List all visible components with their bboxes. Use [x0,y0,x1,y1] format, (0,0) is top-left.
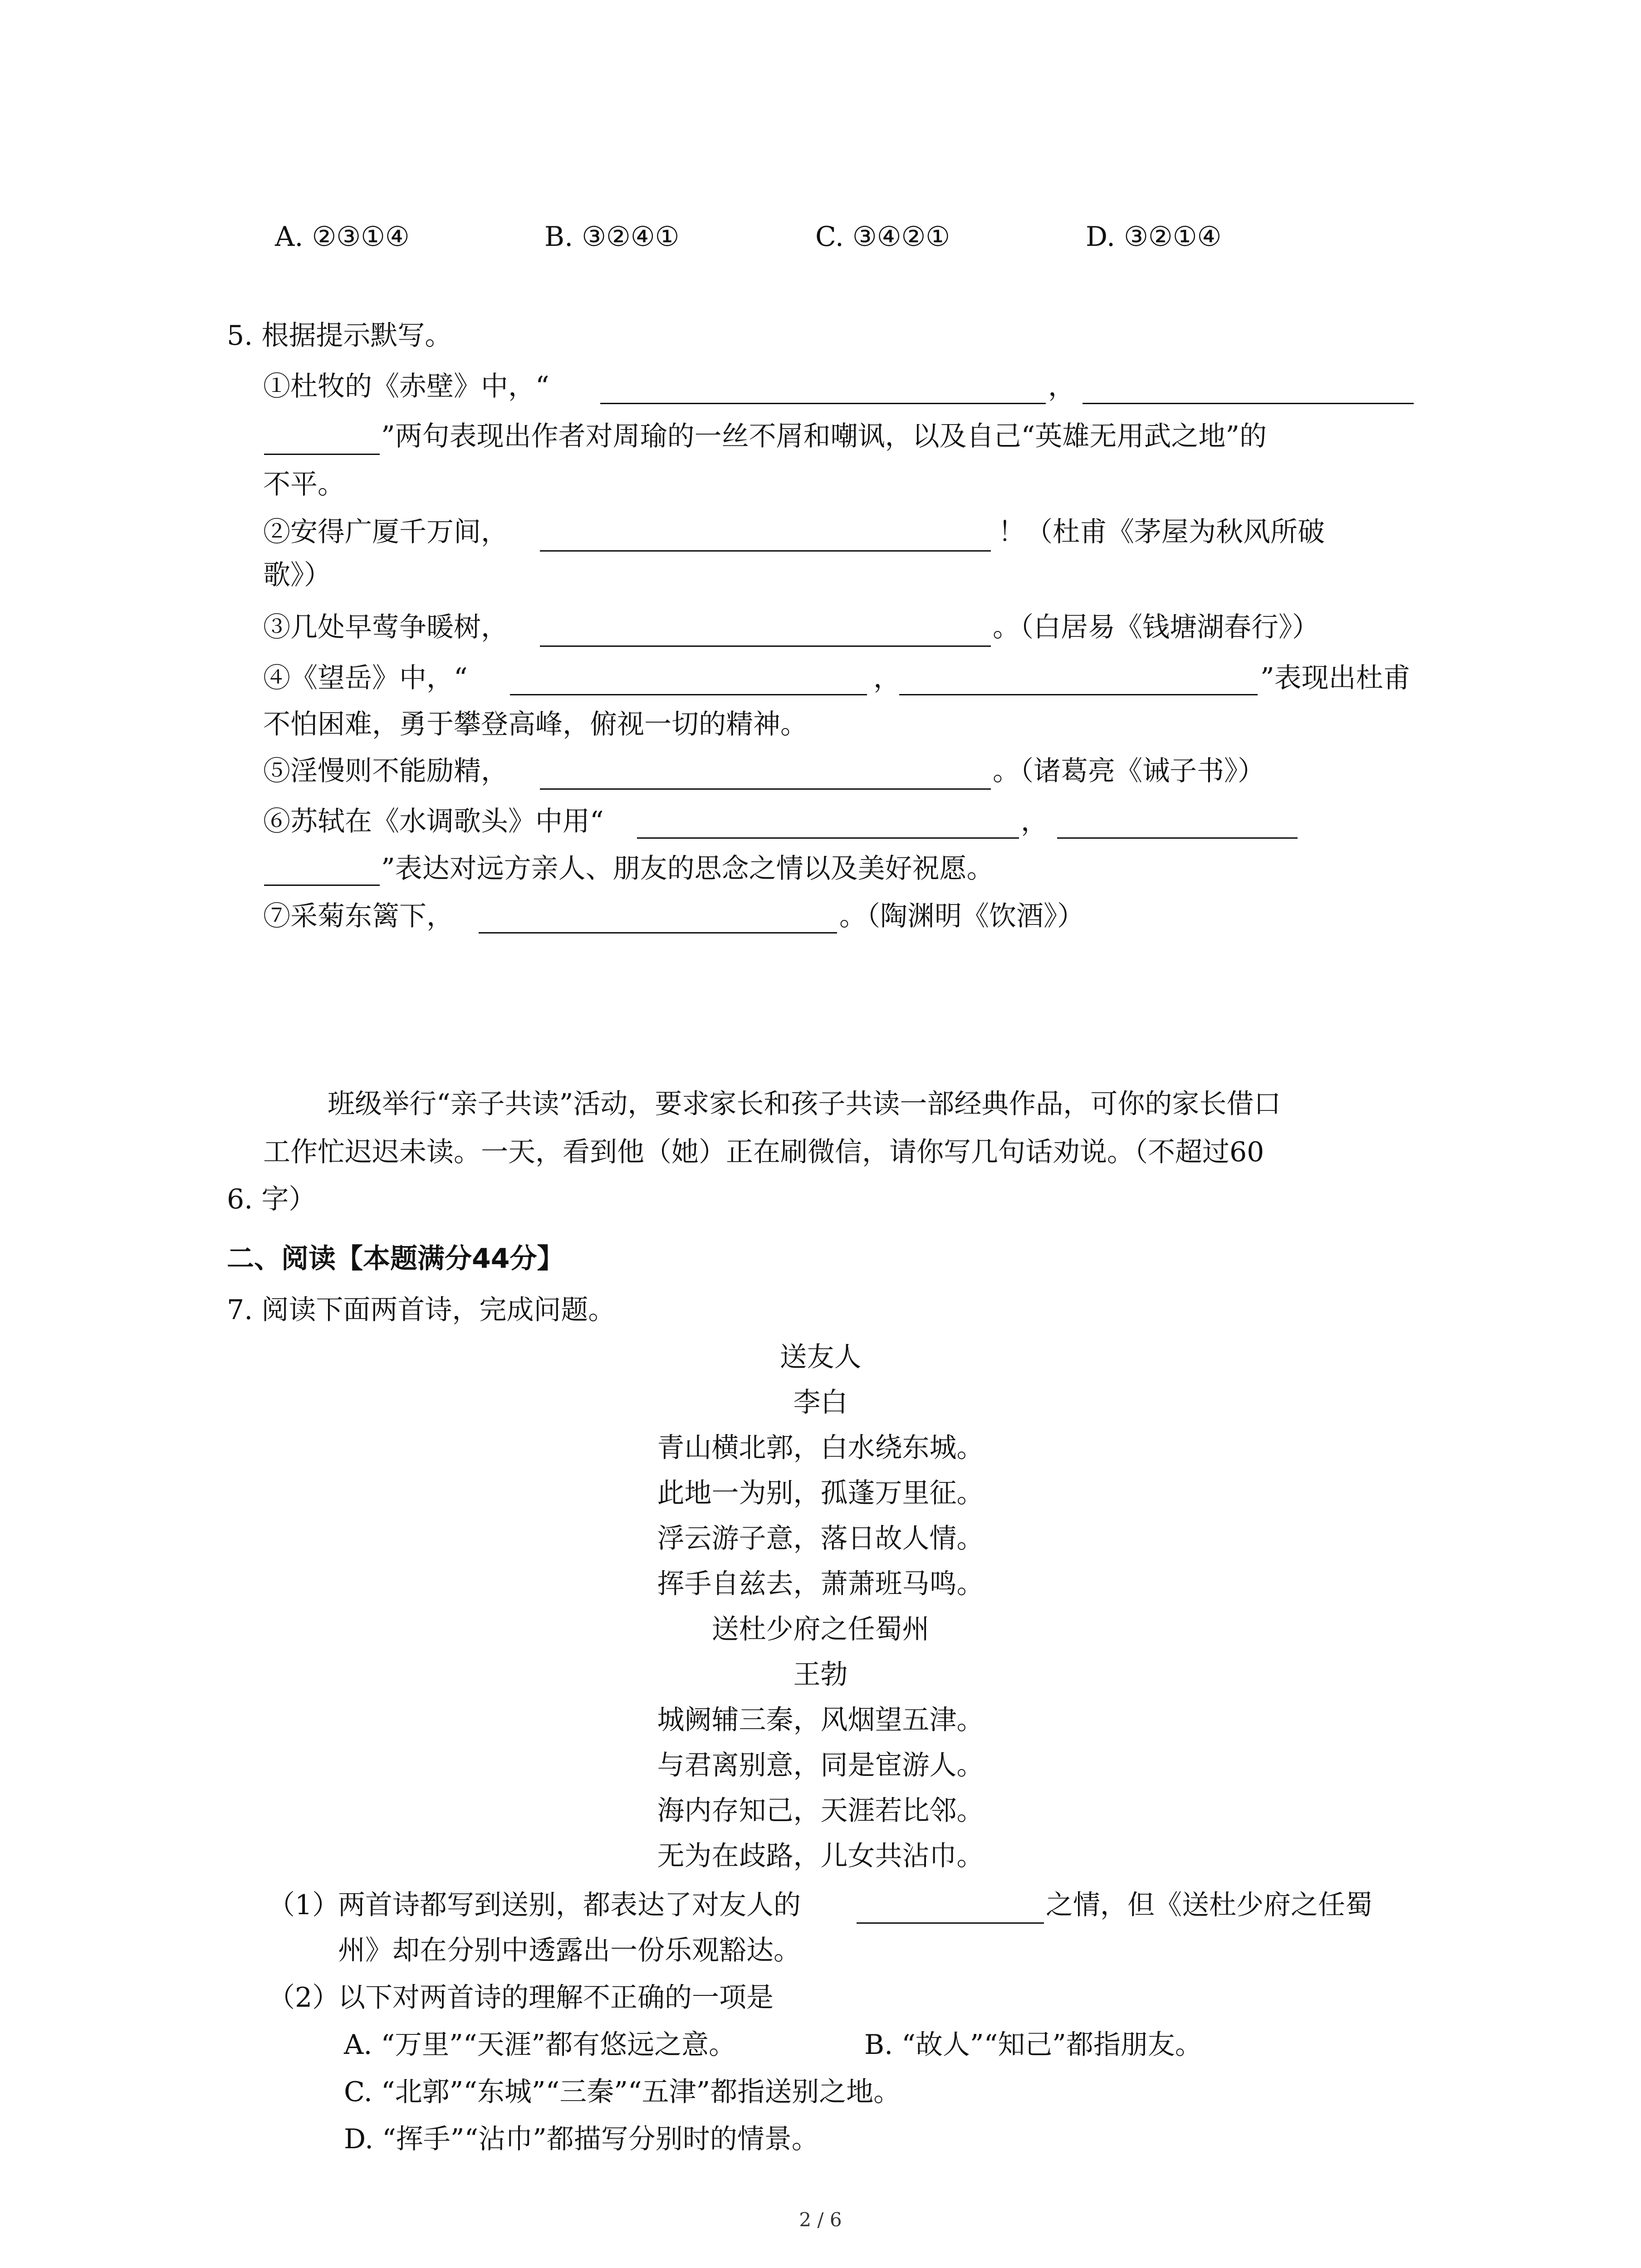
q7-sub2-option-c: C. “北郭”“东城”“三秦”“五津”都指送别之地。 [344,2076,901,2108]
answer-blank[interactable] [637,837,1019,839]
q6-line-3: 6. 字） [227,1183,316,1215]
poem-1-line: 挥手自兹去，萧萧班马鸣。 [657,1568,984,1600]
poem-1-line: 此地一为别，孤蓬万里征。 [657,1477,984,1509]
poem-2-line: 无为在歧路，儿女共沾巾。 [657,1840,984,1872]
answer-blank[interactable] [600,403,1046,404]
poem-2-line: 与君离别意，同是宦游人。 [657,1750,984,1781]
answer-blank[interactable] [540,788,991,790]
answer-blank[interactable] [899,694,1258,695]
q5-line-4-prefix: ②安得广厦千万间， [263,516,508,548]
q7-sub2-option-d: D. “挥手”“沾巾”都描写分别时的情景。 [344,2123,819,2155]
q5-line-10-comma: ， [1021,806,1048,837]
answer-blank[interactable] [1057,837,1298,839]
answer-blank[interactable] [857,1922,1044,1924]
q5-line-12-prefix: ⑦采菊东篱下， [263,900,454,932]
poem-1-line: 浮云游子意，落日故人情。 [657,1523,984,1554]
q5-line-3: 不平。 [263,469,345,500]
poem-2-title: 送杜少府之任蜀州 [711,1613,930,1645]
q6-line-2: 工作忙迟迟未读。一天，看到他（她）正在刷微信，请你写几句话劝说。（不超过60 [263,1136,1264,1168]
option-label: C. [815,221,844,253]
q4-option-a [275,221,410,253]
answer-blank[interactable] [510,694,867,695]
q5-line-4-suffix: ！（杜甫《茅屋为秋风所破 [998,516,1325,548]
q5-line-10-prefix: ⑥苏轼在《水调歌头》中用“ [263,806,604,837]
poem-2-author: 王勃 [793,1659,848,1691]
q5-line-6-prefix: ③几处早莺争暖树， [263,611,508,643]
q5-line-7-prefix: ④《望岳》中，“ [263,662,468,694]
poem-1-title: 送友人 [779,1341,862,1373]
option-label: D. [1086,221,1116,253]
q7-sub2-option-a: A. “万里”“天涯”都有悠远之意。 [344,2029,736,2061]
q5-line-9-suffix: 。（诸葛亮《诫子书》） [993,755,1265,787]
poem-1-author: 李白 [793,1387,848,1418]
q4-option-b [544,221,680,253]
section-heading [227,1243,564,1275]
answer-blank[interactable] [264,885,380,886]
q7-title: 7. 阅读下面两首诗，完成问题。 [227,1294,616,1326]
section-score: 【本题满分44分】 [336,1243,564,1275]
q5-line-11: ”表达对远方亲人、朋友的思念之情以及美好祝愿。 [381,853,994,885]
q7-sub1-prefix: 两首诗都写到送别，都表达了对友人的 [338,1889,801,1921]
q5-line-9-prefix: ⑤淫慢则不能励精， [263,755,508,787]
section-title: 二、阅读 [227,1243,336,1275]
option-text: ③④②① [852,221,950,253]
q5-line-1-prefix: ①杜牧的《赤壁》中，“ [263,371,549,402]
option-text: ②③①④ [312,221,410,253]
q7-sub1-line-2: 州》却在分别中透露出一份乐观豁达。 [338,1935,801,1966]
q7-sub2-option-b: B. “故人”“知己”都指朋友。 [864,2029,1202,2061]
q4-option-c [815,221,950,253]
poem-2-line: 城阙辅三秦，风烟望五津。 [657,1704,984,1736]
answer-blank[interactable] [1083,403,1414,404]
page-number: 2 / 6 [799,2209,842,2231]
option-text: ③②①④ [1124,221,1222,253]
q6-line-1: 班级举行“亲子共读”活动，要求家长和孩子共读一部经典作品，可你的家长借口 [328,1088,1281,1120]
answer-blank[interactable] [264,454,380,455]
q5-line-5: 歌》） [263,559,331,591]
q5-line-8: 不怕困难，勇于攀登高峰，俯视一切的精神。 [263,709,808,740]
q5-line-7-suffix: ”表现出杜甫 [1260,662,1411,694]
q4-option-d [1086,221,1222,253]
option-label: B. [544,221,573,253]
answer-blank[interactable] [479,932,837,934]
answer-blank[interactable] [540,645,991,647]
q7-sub2-number: （2） [268,1982,340,2014]
q5-line-1-comma: ， [1048,371,1075,402]
q5-title: 5. 根据提示默写。 [227,320,452,352]
q5-line-2: ”两句表现出作者对周瑜的一丝不屑和嘲讽，以及自己“英雄无用武之地”的 [381,420,1267,452]
q7-sub2-text: 以下对两首诗的理解不正确的一项是 [338,1982,774,2014]
poem-2-line: 海内存知己，天涯若比邻。 [657,1795,984,1827]
q5-line-12-suffix: 。（陶渊明《饮酒》） [839,900,1084,932]
q5-line-7-comma: ， [873,662,901,694]
poem-1-line: 青山横北郭，白水绕东城。 [657,1432,984,1464]
answer-blank[interactable] [540,550,991,552]
option-text: ③②④① [582,221,680,253]
q5-line-6-suffix: 。（白居易《钱塘湖春行》） [993,611,1319,643]
option-label: A. [275,221,304,253]
q7-sub1-suffix: 之情，但《送杜少府之任蜀 [1046,1889,1372,1921]
q7-sub1-number: （1） [268,1889,340,1921]
